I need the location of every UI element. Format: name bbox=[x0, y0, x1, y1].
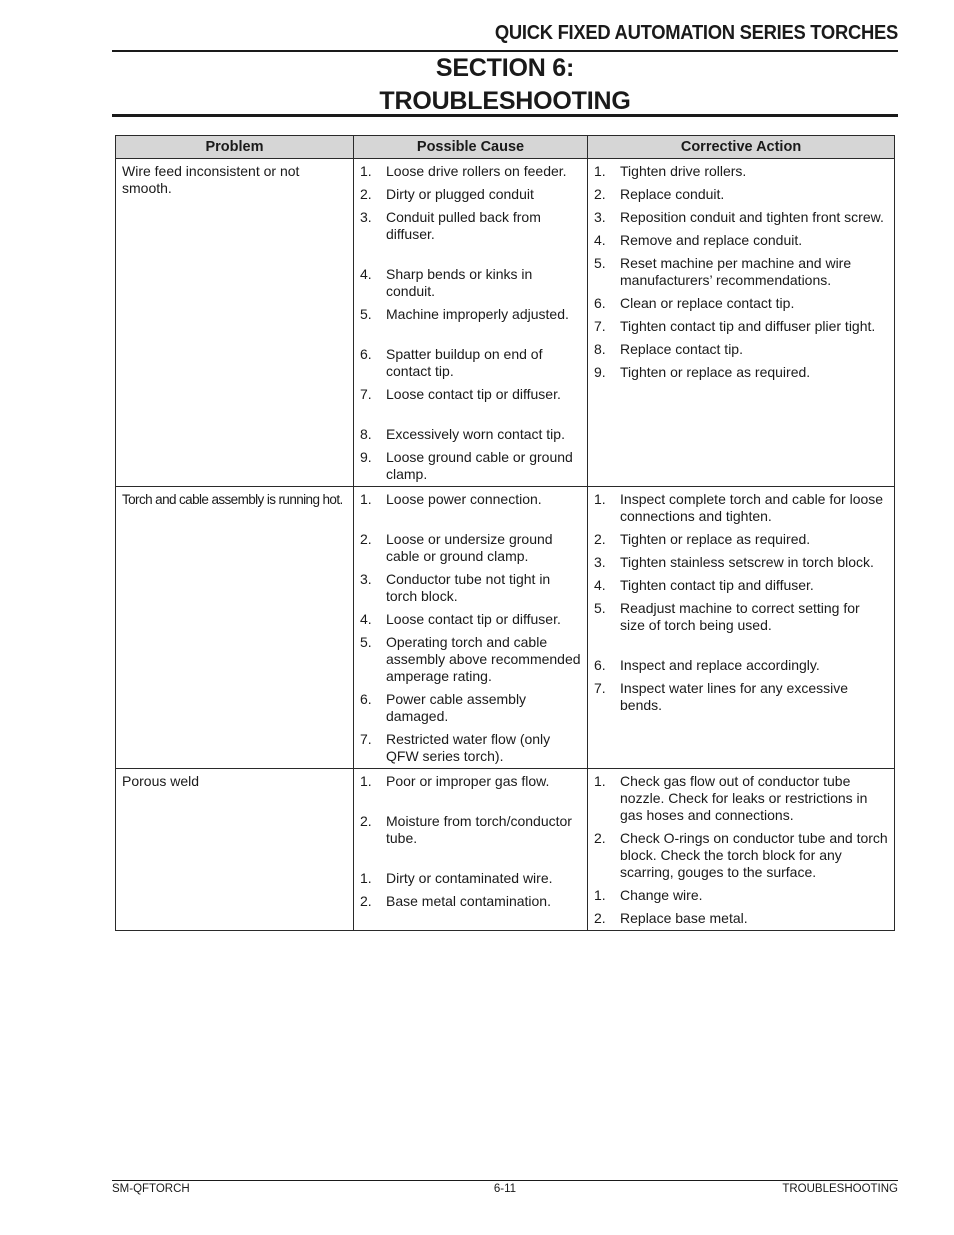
problem-text: Porous weld bbox=[122, 773, 200, 789]
list-item bbox=[594, 318, 888, 335]
item-number: 7. bbox=[360, 731, 372, 747]
item-number: 1. bbox=[360, 870, 372, 886]
list-item bbox=[594, 186, 888, 203]
item-number: 4. bbox=[360, 266, 372, 282]
footer-rule bbox=[112, 1180, 898, 1181]
item-number: 2. bbox=[360, 893, 372, 909]
item-text: Change wire. bbox=[620, 887, 703, 903]
item-number: 2. bbox=[594, 531, 606, 547]
list-item bbox=[360, 346, 581, 380]
list-item bbox=[360, 773, 581, 790]
section-rule bbox=[112, 114, 898, 117]
item-text: Restricted water flow (only QFW series torch). bbox=[386, 731, 551, 764]
problem-cell bbox=[116, 769, 354, 931]
item-text: Tighten stainless setscrew in torch block. bbox=[620, 554, 874, 570]
list-item bbox=[594, 910, 888, 927]
list-item bbox=[360, 870, 581, 887]
spacer bbox=[594, 640, 888, 657]
item-number: 2. bbox=[594, 830, 606, 846]
list-item bbox=[360, 449, 581, 483]
item-number: 2. bbox=[360, 531, 372, 547]
list-item bbox=[360, 571, 581, 605]
list-item bbox=[360, 813, 581, 847]
section-title-line1: SECTION 6: bbox=[435, 54, 575, 82]
list-item bbox=[360, 634, 581, 685]
item-number: 7. bbox=[360, 386, 372, 402]
item-number: 5. bbox=[360, 306, 372, 322]
list-item bbox=[594, 255, 888, 289]
list-item bbox=[594, 657, 888, 674]
list-item bbox=[594, 600, 888, 634]
list-item bbox=[360, 691, 581, 725]
list-item bbox=[594, 232, 888, 249]
item-text: Loose or undersize ground cable or ground clamp. bbox=[386, 531, 553, 564]
item-text: Dirty or plugged conduit bbox=[386, 186, 534, 202]
section-title bbox=[112, 52, 898, 118]
table-row bbox=[116, 487, 895, 769]
item-number: 2. bbox=[594, 186, 606, 202]
item-text: Loose power connection. bbox=[386, 491, 542, 507]
item-text: Inspect complete torch and cable for loose connections and tighten. bbox=[620, 491, 884, 524]
table-row bbox=[116, 769, 895, 931]
list-item bbox=[360, 163, 581, 180]
action-cell bbox=[588, 159, 895, 487]
spacer bbox=[360, 409, 581, 426]
list-item bbox=[360, 306, 581, 323]
item-text: Check gas flow out of conductor tube nozzle. Check for leaks or restrictions in gas hoses and connections. bbox=[620, 773, 868, 823]
col-header-cause: Possible Cause bbox=[354, 136, 588, 159]
spacer bbox=[360, 796, 581, 813]
item-number: 1. bbox=[594, 163, 606, 179]
item-number: 3. bbox=[360, 209, 372, 225]
item-number: 6. bbox=[360, 691, 372, 707]
footer-section-name: TROUBLESHOOTING bbox=[782, 1183, 898, 1195]
item-text: Sharp bends or kinks in conduit. bbox=[386, 266, 533, 299]
item-number: 1. bbox=[360, 773, 372, 789]
action-cell bbox=[588, 769, 895, 931]
spacer bbox=[360, 514, 581, 531]
item-text: Power cable assembly damaged. bbox=[386, 691, 527, 724]
cause-cell bbox=[354, 159, 588, 487]
list-item bbox=[360, 209, 581, 243]
item-number: 1. bbox=[594, 773, 606, 789]
item-text: Tighten or replace as required. bbox=[620, 531, 811, 547]
list-item bbox=[594, 830, 888, 881]
item-text: Poor or improper gas flow. bbox=[386, 773, 550, 789]
list-item bbox=[360, 386, 581, 403]
item-number: 4. bbox=[360, 611, 372, 627]
item-text: Spatter buildup on end of contact tip. bbox=[386, 346, 543, 379]
item-number: 3. bbox=[360, 571, 372, 587]
col-header-action: Corrective Action bbox=[588, 136, 895, 159]
item-number: 8. bbox=[360, 426, 372, 442]
spacer bbox=[360, 329, 581, 346]
item-text: Excessively worn contact tip. bbox=[386, 426, 565, 442]
problem-cell bbox=[116, 159, 354, 487]
list-item bbox=[594, 531, 888, 548]
item-text: Inspect water lines for any excessive bends. bbox=[620, 680, 849, 713]
item-number: 1. bbox=[594, 491, 606, 507]
col-header-problem: Problem bbox=[116, 136, 354, 159]
list-item bbox=[594, 491, 888, 525]
list-item bbox=[594, 554, 888, 571]
item-number: 5. bbox=[360, 634, 372, 650]
item-number: 2. bbox=[360, 813, 372, 829]
item-text: Loose contact tip or diffuser. bbox=[386, 386, 561, 402]
list-item bbox=[360, 491, 581, 508]
item-text: Tighten contact tip and diffuser plier tight. bbox=[620, 318, 876, 334]
item-number: 4. bbox=[594, 232, 606, 248]
list-item bbox=[594, 163, 888, 180]
item-text: Remove and replace conduit. bbox=[620, 232, 803, 248]
cause-cell bbox=[354, 487, 588, 769]
list-item bbox=[594, 295, 888, 312]
item-number: 9. bbox=[360, 449, 372, 465]
list-item bbox=[360, 731, 581, 765]
item-text: Loose ground cable or ground clamp. bbox=[386, 449, 573, 482]
item-number: 2. bbox=[594, 910, 606, 926]
item-text: Replace contact tip. bbox=[620, 341, 743, 357]
item-text: Inspect and replace accordingly. bbox=[620, 657, 820, 673]
footer-doc-id: SM-QFTORCH bbox=[112, 1183, 190, 1195]
item-number: 4. bbox=[594, 577, 606, 593]
item-text: Loose contact tip or diffuser. bbox=[386, 611, 561, 627]
item-text: Replace conduit. bbox=[620, 186, 725, 202]
item-number: 5. bbox=[594, 255, 606, 271]
item-text: Base metal contamination. bbox=[386, 893, 551, 909]
item-text: Clean or replace contact tip. bbox=[620, 295, 795, 311]
item-number: 6. bbox=[360, 346, 372, 362]
spacer bbox=[360, 249, 581, 266]
list-item bbox=[594, 887, 888, 904]
item-text: Replace base metal. bbox=[620, 910, 748, 926]
item-text: Tighten contact tip and diffuser. bbox=[620, 577, 814, 593]
item-text: Check O-rings on conductor tube and torch block. Check the torch block for any scarring, gouges to the surface. bbox=[620, 830, 888, 880]
item-number: 3. bbox=[594, 554, 606, 570]
list-item bbox=[360, 186, 581, 203]
item-number: 6. bbox=[594, 295, 606, 311]
list-item bbox=[594, 341, 888, 358]
series-title: QUICK FIXED AUTOMATION SERIES TORCHES bbox=[494, 22, 898, 44]
item-text: Tighten drive rollers. bbox=[620, 163, 747, 179]
list-item bbox=[360, 426, 581, 443]
item-text: Tighten or replace as required. bbox=[620, 364, 811, 380]
item-text: Moisture from torch/conductor tube. bbox=[386, 813, 572, 846]
problem-text: Wire feed inconsistent or not smooth. bbox=[122, 163, 300, 196]
list-item bbox=[594, 209, 888, 226]
list-item bbox=[360, 611, 581, 628]
item-text: Conductor tube not tight in torch block. bbox=[386, 571, 551, 604]
footer-page-number: 6-11 bbox=[493, 1183, 517, 1195]
item-number: 1. bbox=[360, 491, 372, 507]
cause-cell bbox=[354, 769, 588, 931]
list-item bbox=[594, 364, 888, 381]
list-item bbox=[360, 531, 581, 565]
item-text: Machine improperly adjusted. bbox=[386, 306, 569, 322]
list-item bbox=[594, 773, 888, 824]
item-text: Loose drive rollers on feeder. bbox=[386, 163, 567, 179]
list-item bbox=[360, 266, 581, 300]
action-cell bbox=[588, 487, 895, 769]
item-text: Reset machine per machine and wire manufacturers’ recommendations. bbox=[620, 255, 852, 288]
item-text: Reposition conduit and tighten front screw. bbox=[620, 209, 884, 225]
item-text: Conduit pulled back from diffuser. bbox=[386, 209, 541, 242]
item-number: 1. bbox=[594, 887, 606, 903]
item-text: Readjust machine to correct setting for size of torch being used. bbox=[620, 600, 860, 633]
section-title-line2: TROUBLESHOOTING bbox=[379, 87, 631, 115]
item-number: 2. bbox=[360, 186, 372, 202]
table-row bbox=[116, 159, 895, 487]
table-header-row bbox=[116, 136, 895, 159]
list-item bbox=[594, 577, 888, 594]
item-text: Operating torch and cable assembly above recommended amperage rating. bbox=[386, 634, 581, 684]
item-number: 8. bbox=[594, 341, 606, 357]
item-number: 5. bbox=[594, 600, 606, 616]
item-number: 6. bbox=[594, 657, 606, 673]
item-text: Dirty or contaminated wire. bbox=[386, 870, 553, 886]
troubleshooting-table bbox=[115, 135, 895, 931]
item-number: 1. bbox=[360, 163, 372, 179]
item-number: 9. bbox=[594, 364, 606, 380]
item-number: 3. bbox=[594, 209, 606, 225]
problem-text: Torch and cable assembly is running hot. bbox=[122, 492, 343, 507]
item-number: 7. bbox=[594, 680, 606, 696]
item-number: 7. bbox=[594, 318, 606, 334]
list-item bbox=[360, 893, 581, 910]
problem-cell bbox=[116, 487, 354, 769]
list-item bbox=[594, 680, 888, 714]
spacer bbox=[360, 853, 581, 870]
